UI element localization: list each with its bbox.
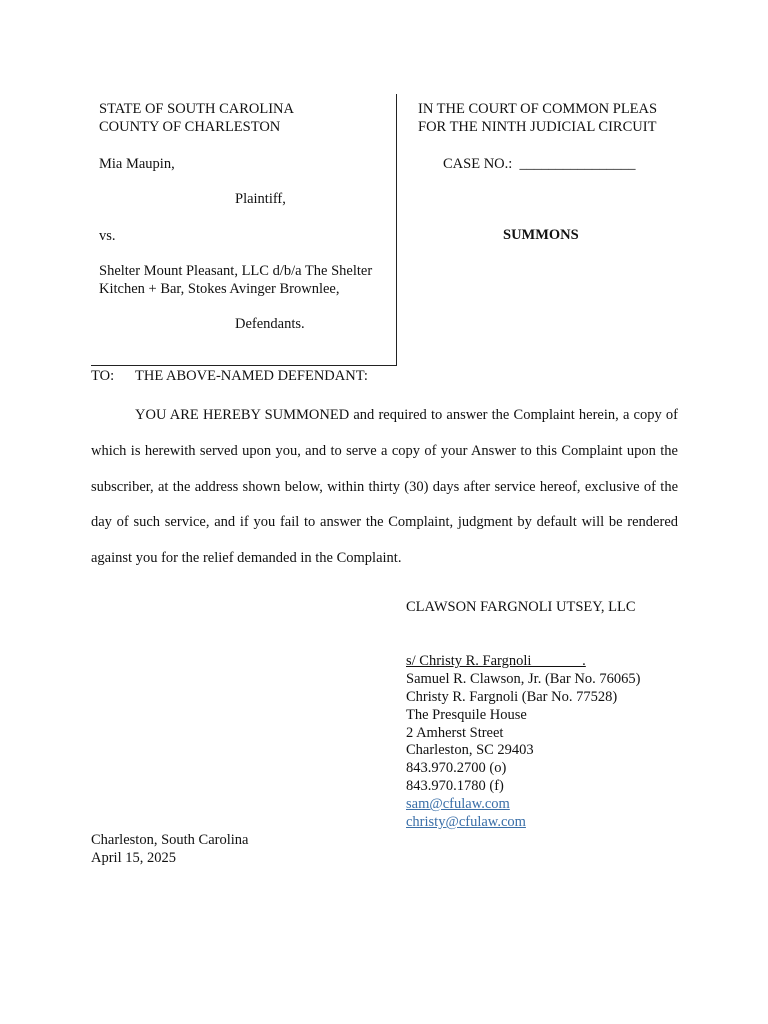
state-name: STATE OF SOUTH CAROLINA xyxy=(99,101,294,117)
attorney-1: Samuel R. Clawson, Jr. (Bar No. 76065) xyxy=(406,671,641,687)
email-link-christy[interactable]: christy@cfulaw.com xyxy=(406,814,526,830)
defendants-line-2: Kitchen + Bar, Stokes Avinger Brownlee, xyxy=(99,281,340,297)
caption-vertical-rule xyxy=(396,94,397,366)
email-link-sam[interactable]: sam@cfulaw.com xyxy=(406,796,510,812)
court-line-2: FOR THE NINTH JUDICIAL CIRCUIT xyxy=(418,119,657,135)
document-title: SUMMONS xyxy=(503,227,579,243)
fax-number: 843.970.1780 (f) xyxy=(406,778,504,794)
case-number-blank: ________________ xyxy=(519,156,636,172)
defendants-line-1: Shelter Mount Pleasant, LLC d/b/a The Shelter xyxy=(99,263,373,279)
to-recipient: THE ABOVE-NAMED DEFENDANT: xyxy=(135,368,368,384)
signature-line: s/ Christy R. Fargnoli . xyxy=(406,653,586,669)
firm-name: CLAWSON FARGNOLI UTSEY, LLC xyxy=(406,599,636,615)
plaintiff-name: Mia Maupin, xyxy=(99,156,175,172)
defendants-label: Defendants. xyxy=(235,316,305,332)
plaintiff-label: Plaintiff, xyxy=(235,191,286,207)
office-phone: 843.970.2700 (o) xyxy=(406,760,507,776)
summons-body xyxy=(91,398,678,577)
caption-horizontal-rule xyxy=(91,365,397,366)
building-name: The Presquile House xyxy=(406,707,527,723)
city-state-zip: Charleston, SC 29403 xyxy=(406,742,534,758)
court-line-1: IN THE COURT OF COMMON PLEAS xyxy=(418,101,658,117)
street-address: 2 Amherst Street xyxy=(406,725,504,741)
signing-date: April 15, 2025 xyxy=(91,850,176,866)
to-label: TO: xyxy=(91,368,115,384)
case-number-label: CASE NO.: xyxy=(443,156,513,172)
attorney-2: Christy R. Fargnoli (Bar No. 77528) xyxy=(406,689,618,705)
signing-location: Charleston, South Carolina xyxy=(91,832,249,848)
case-number xyxy=(443,155,636,173)
summons-paragraph: YOU ARE HEREBY SUMMONED and required to answer the Complaint herein, a copy of which is herewith served upon you, and to serve a copy of your Answer to this Complaint upon the subscriber, at the address shown below, within thirty (30) days after service hereof, exclusive of the day of such service, and if you fail to answer the Complaint, judgment by default will be rendered against you for the relief demanded in the Complaint. xyxy=(91,407,678,567)
county-name: COUNTY OF CHARLESTON xyxy=(99,119,281,135)
versus-label: vs. xyxy=(99,228,116,244)
